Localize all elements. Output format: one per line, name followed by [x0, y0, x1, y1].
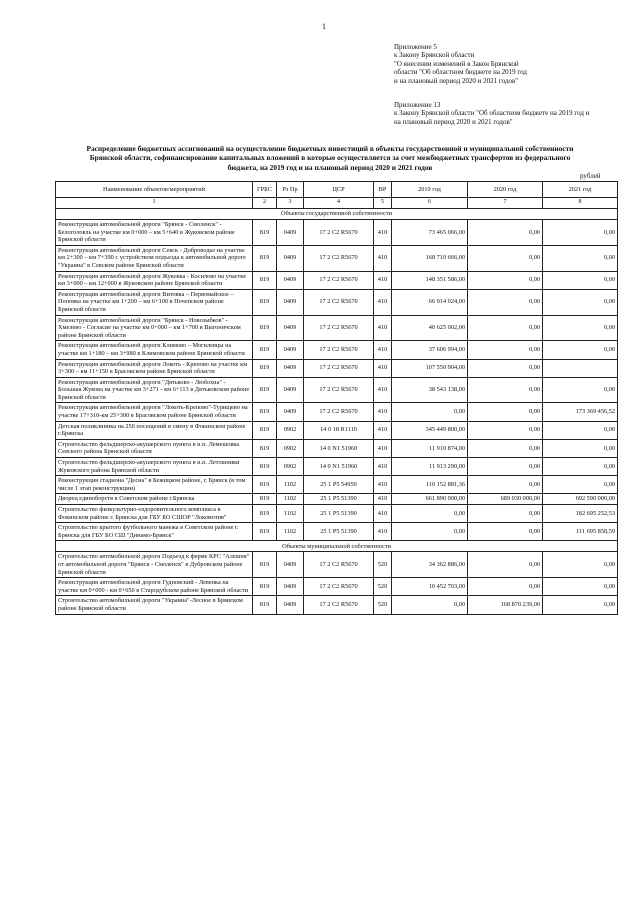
row-grbs: 819	[253, 476, 277, 494]
row-grbs: 819	[253, 439, 277, 457]
column-number-row	[56, 198, 618, 209]
row-rzpr: 0409	[277, 245, 304, 271]
row-amount-2020: 0,00	[468, 439, 543, 457]
table-row	[56, 552, 618, 578]
row-rzpr: 0409	[277, 341, 304, 359]
row-csr: 17 2 C2 R5670	[304, 359, 374, 377]
row-amount-2021: 0,00	[543, 578, 618, 596]
row-grbs: 819	[253, 596, 277, 614]
table-row	[56, 377, 618, 403]
row-csr: 25 1 P5 51390	[304, 505, 374, 523]
row-rzpr: 0902	[277, 421, 304, 439]
row-amount-2020: 0,00	[468, 458, 543, 476]
row-amount-2019: 0,00	[392, 403, 468, 421]
row-amount-2021: 0,00	[543, 315, 618, 341]
page-number: 1	[322, 22, 326, 31]
row-vr: 410	[374, 220, 392, 246]
row-amount-2019: 34 362 886,00	[392, 552, 468, 578]
column-number: 8	[543, 198, 618, 209]
table-row	[56, 289, 618, 315]
row-vr: 410	[374, 289, 392, 315]
row-vr: 520	[374, 596, 392, 614]
row-grbs: 819	[253, 220, 277, 246]
column-number: 1	[56, 198, 253, 209]
row-amount-2020: 689 030 000,00	[468, 494, 543, 505]
row-amount-2020: 0,00	[468, 289, 543, 315]
table-row	[56, 359, 618, 377]
row-amount-2020: 0,00	[468, 552, 543, 578]
row-amount-2019: 40 625 002,00	[392, 315, 468, 341]
row-rzpr: 0409	[277, 596, 304, 614]
row-vr: 410	[374, 403, 392, 421]
units-label: рублей	[580, 172, 601, 180]
row-grbs: 819	[253, 315, 277, 341]
row-csr: 14 0 18 R1110	[304, 421, 374, 439]
row-vr: 410	[374, 359, 392, 377]
row-rzpr: 0902	[277, 458, 304, 476]
row-name: Строительство крытого футбольного манежа в Советском районе г. Брянска для ГБУ БО СШ "Динамо-Брянск"	[56, 523, 253, 541]
appendix-line: Приложение 13	[394, 101, 441, 109]
row-vr: 410	[374, 458, 392, 476]
row-amount-2020: 0,00	[468, 476, 543, 494]
appendix-line: на плановый период 2020 и 2021 годов"	[394, 117, 513, 126]
row-name: Строительство фельдшерско-акушерского пункта в н.п. Лемешовка Севского района Брянской области	[56, 439, 253, 457]
row-grbs: 819	[253, 578, 277, 596]
column-header: ГРБС	[253, 182, 277, 198]
row-amount-2019: 10 452 703,00	[392, 578, 468, 596]
row-name: Реконструкция автомобильной дороги "Локоть-Крепово"-Турищево на участке 17+310-км 25+300 в Брасовском районе Брянской области	[56, 403, 253, 421]
row-grbs: 819	[253, 359, 277, 377]
table-row	[56, 523, 618, 541]
row-grbs: 819	[253, 458, 277, 476]
row-rzpr: 0409	[277, 315, 304, 341]
row-csr: 25 1 P5 51390	[304, 523, 374, 541]
row-grbs: 819	[253, 289, 277, 315]
row-amount-2021: 0,00	[543, 289, 618, 315]
row-rzpr: 0409	[277, 578, 304, 596]
row-vr: 410	[374, 377, 392, 403]
row-amount-2021: 0,00	[543, 377, 618, 403]
row-name: Реконструкция автомобильной дороги Климово – Могилевцы на участке км 1+180 – км 3+980 в Климовском районе Брянской области	[56, 341, 253, 359]
row-grbs: 819	[253, 494, 277, 505]
row-vr: 410	[374, 523, 392, 541]
row-grbs: 819	[253, 505, 277, 523]
column-header: 2021 год	[543, 182, 618, 198]
appendix-line: "О внесении изменений в Закон Брянской	[394, 59, 519, 68]
title-line: Распределение бюджетных ассигнований на осуществление бюджетных инвестиций в объекты государственной и муниципальной собственности	[86, 144, 574, 153]
row-name: Реконструкция автомобильной дороги "Брянск - Смоленск" - Белоголовль на участке км 0+000 – км 5+640 в Жуковском районе Брянской области	[56, 220, 253, 246]
row-amount-2021: 0,00	[543, 421, 618, 439]
row-rzpr: 1102	[277, 494, 304, 505]
table-row	[56, 476, 618, 494]
row-csr: 17 2 C2 R5670	[304, 377, 374, 403]
row-vr: 410	[374, 271, 392, 289]
row-amount-2021: 0,00	[543, 271, 618, 289]
table-row	[56, 458, 618, 476]
section-title: Объекты муниципальной собственности	[56, 541, 618, 552]
column-header: 2020 год	[468, 182, 543, 198]
row-amount-2019: 345 449 800,00	[392, 421, 468, 439]
section-header-row	[56, 541, 618, 552]
row-amount-2020: 0,00	[468, 505, 543, 523]
row-csr: 17 2 C2 R5670	[304, 341, 374, 359]
row-csr: 14 0 N1 51960	[304, 458, 374, 476]
appendix-line: Приложение 5	[394, 43, 437, 51]
row-amount-2019: 0,00	[392, 505, 468, 523]
row-amount-2021: 0,00	[543, 341, 618, 359]
row-name: Реконструкция автомобильной дороги Севск - Доброводье на участке км 2+300 – км 7+390 с устройством подъезда к автомобильной дороге "Украина" в Севском районе Брянской области	[56, 245, 253, 271]
row-amount-2019: 107 550 904,00	[392, 359, 468, 377]
row-amount-2019: 0,00	[392, 523, 468, 541]
row-csr: 14 0 N1 51960	[304, 439, 374, 457]
row-vr: 410	[374, 315, 392, 341]
row-amount-2021: 0,00	[543, 245, 618, 271]
row-csr: 25 1 P5 51390	[304, 494, 374, 505]
row-amount-2019: 168 710 666,00	[392, 245, 468, 271]
column-header: Рз Пр	[277, 182, 304, 198]
row-name: Строительство автомобильной дороги "Украина"-Лесное в Брянском районе Брянской области	[56, 596, 253, 614]
investment-table	[55, 181, 618, 615]
table-row	[56, 245, 618, 271]
column-header: Наименование объектов/мероприятий	[56, 182, 253, 198]
column-number: 3	[277, 198, 304, 209]
row-grbs: 819	[253, 271, 277, 289]
row-rzpr: 0409	[277, 271, 304, 289]
table-row	[56, 220, 618, 246]
table-row	[56, 421, 618, 439]
appendix-line: и на плановый период 2020 и 2021 годов"	[394, 76, 519, 85]
row-amount-2021: 0,00	[543, 439, 618, 457]
row-amount-2021: 0,00	[543, 476, 618, 494]
row-amount-2020: 0,00	[468, 245, 543, 271]
row-amount-2019: 661 890 000,00	[392, 494, 468, 505]
title-line: бюджета, на 2019 год и на плановый период 2020 и 2021 годов	[227, 162, 433, 172]
table-row	[56, 271, 618, 289]
section-title: Объекты государственной собственности	[56, 209, 618, 220]
row-vr: 410	[374, 476, 392, 494]
row-rzpr: 0409	[277, 552, 304, 578]
row-csr: 17 2 C2 R5670	[304, 596, 374, 614]
row-amount-2020: 0,00	[468, 403, 543, 421]
row-amount-2020: 0,00	[468, 271, 543, 289]
row-rzpr: 1102	[277, 523, 304, 541]
row-rzpr: 0902	[277, 439, 304, 457]
row-amount-2019: 110 152 881,36	[392, 476, 468, 494]
row-amount-2021: 0,00	[543, 596, 618, 614]
row-name: Строительство фельдшерско-акушерского пункта в н.п. Летошники Жуковского района Брянской области	[56, 458, 253, 476]
row-vr: 520	[374, 552, 392, 578]
row-amount-2020: 0,00	[468, 341, 543, 359]
row-amount-2020: 0,00	[468, 377, 543, 403]
column-number: 4	[304, 198, 374, 209]
row-name: Реконструкция автомобильной дороги "Брянск - Новозыбков" - Хмелево - Согласие на участке км 0+000 – км 1+700 в Выгоничском районе Брянской области	[56, 315, 253, 341]
appendix-line: к Закону Брянской области "Об областном бюджете на 2019 год и	[394, 109, 590, 118]
row-amount-2020: 168 870 239,00	[468, 596, 543, 614]
row-name: Реконструкция автомобильной дороги "Дятьково - Любохна" - Большая Жукова на участке км 3+271 - км 6+113 в Дятьковском районе Брянской области	[56, 377, 253, 403]
section-header-row	[56, 209, 618, 220]
document-title	[56, 144, 604, 172]
row-rzpr: 0409	[277, 403, 304, 421]
row-rzpr: 0409	[277, 377, 304, 403]
row-name: Строительство автомобильной дороги Подъезд к ферме КРС "Алешня" от автомобильной дороги "Брянск - Смоленск" в Дубровском районе Брянской области	[56, 552, 253, 578]
row-amount-2021: 182 695 252,53	[543, 505, 618, 523]
row-name: Реконструкция автомобильной дороги Гудновский - Левенка на участке км 0+000 - км 0+650 в Стародубском районе Брянской области	[56, 578, 253, 596]
row-vr: 410	[374, 494, 392, 505]
row-amount-2020: 0,00	[468, 421, 543, 439]
row-grbs: 819	[253, 552, 277, 578]
row-vr: 410	[374, 505, 392, 523]
row-amount-2019: 11 910 874,00	[392, 439, 468, 457]
row-name: Реконструкция стадиона "Десна" в Бежицком районе, г. Брянск (в том числе 1 этап реконструкции)	[56, 476, 253, 494]
appendix-note-13	[394, 101, 634, 126]
table-row	[56, 596, 618, 614]
row-name: Реконструкция автомобильной дороги Жуковка - Косилово на участке км 3+000 – км 12+000 в Жуковском районе Брянской области	[56, 271, 253, 289]
column-number: 6	[392, 198, 468, 209]
title-line: Брянской области, софинансирование капитальных вложений в которые осуществляется за счет межбюджетных трансфертов из федерального	[89, 153, 571, 163]
row-rzpr: 1102	[277, 476, 304, 494]
row-grbs: 819	[253, 341, 277, 359]
column-number: 5	[374, 198, 392, 209]
row-amount-2019: 0,00	[392, 596, 468, 614]
row-csr: 17 2 C2 R5670	[304, 245, 374, 271]
row-amount-2021: 0,00	[543, 220, 618, 246]
row-vr: 520	[374, 578, 392, 596]
row-csr: 17 2 C2 R5670	[304, 271, 374, 289]
row-rzpr: 0409	[277, 220, 304, 246]
row-amount-2020: 0,00	[468, 315, 543, 341]
row-grbs: 819	[253, 377, 277, 403]
row-amount-2020: 0,00	[468, 523, 543, 541]
table-row	[56, 341, 618, 359]
row-amount-2019: 73 465 066,00	[392, 220, 468, 246]
row-name: Реконструкция автомобильной дороги Витовка – Первомайское – Поповка на участке км 1+200 – км 6+100 в Почепском районе Брянской области	[56, 289, 253, 315]
row-vr: 410	[374, 421, 392, 439]
row-rzpr: 0409	[277, 359, 304, 377]
row-name: Дворец единоборств в Советском районе г.Брянска	[56, 494, 253, 505]
row-amount-2019: 38 543 138,00	[392, 377, 468, 403]
row-amount-2021: 692 590 000,00	[543, 494, 618, 505]
row-amount-2020: 0,00	[468, 220, 543, 246]
row-amount-2019: 11 913 290,00	[392, 458, 468, 476]
row-csr: 17 2 C2 R5670	[304, 289, 374, 315]
column-number: 2	[253, 198, 277, 209]
row-name: Реконструкция автомобильной дороги Локоть - Крепово на участке км 3+300 – км 11+150 в Брасовском районе Брянской области	[56, 359, 253, 377]
row-csr: 17 2 C2 R5670	[304, 315, 374, 341]
appendix-line: к Закону Брянской области	[394, 51, 475, 60]
row-amount-2021: 173 369 456,52	[543, 403, 618, 421]
row-amount-2019: 66 914 024,00	[392, 289, 468, 315]
table-row	[56, 494, 618, 505]
row-grbs: 819	[253, 245, 277, 271]
column-header: 2019 год	[392, 182, 468, 198]
column-header: ВР	[374, 182, 392, 198]
row-amount-2021	[543, 359, 618, 377]
table-row	[56, 505, 618, 523]
row-vr: 410	[374, 245, 392, 271]
row-grbs: 819	[253, 523, 277, 541]
row-grbs: 819	[253, 403, 277, 421]
row-rzpr: 0409	[277, 289, 304, 315]
table-row	[56, 315, 618, 341]
row-vr: 410	[374, 341, 392, 359]
row-name: Детская поликлиника на 250 посещений в смену в Фокинском районе г.Брянска	[56, 421, 253, 439]
row-rzpr: 1102	[277, 505, 304, 523]
row-csr: 17 2 C2 R5670	[304, 578, 374, 596]
row-csr: 17 2 C2 R5670	[304, 552, 374, 578]
row-grbs: 819	[253, 421, 277, 439]
row-csr: 17 2 C2 R5670	[304, 403, 374, 421]
table-row	[56, 578, 618, 596]
row-csr: 17 2 C2 R5670	[304, 220, 374, 246]
table-header-row	[56, 182, 618, 198]
row-amount-2021: 0,00	[543, 552, 618, 578]
appendix-line: области "Об областном бюджете на 2019 год	[394, 68, 527, 77]
row-name: Строительство физкультурно-оздоровительного комплекса в Фокинском районе г. Брянска для ГБУ БО СШОР "Локомотив"	[56, 505, 253, 523]
row-amount-2020: 0,00	[468, 359, 543, 377]
row-amount-2019: 148 351 586,00	[392, 271, 468, 289]
row-csr: 25 1 P5 54950	[304, 476, 374, 494]
row-amount-2021: 0,00	[543, 458, 618, 476]
row-amount-2021: 111 695 858,59	[543, 523, 618, 541]
row-amount-2020: 0,00	[468, 578, 543, 596]
table-row	[56, 403, 618, 421]
row-amount-2019: 37 606 994,00	[392, 341, 468, 359]
row-vr: 410	[374, 439, 392, 457]
column-number: 7	[468, 198, 543, 209]
table-row	[56, 439, 618, 457]
column-header: ЦСР	[304, 182, 374, 198]
appendix-note-5	[394, 43, 634, 85]
